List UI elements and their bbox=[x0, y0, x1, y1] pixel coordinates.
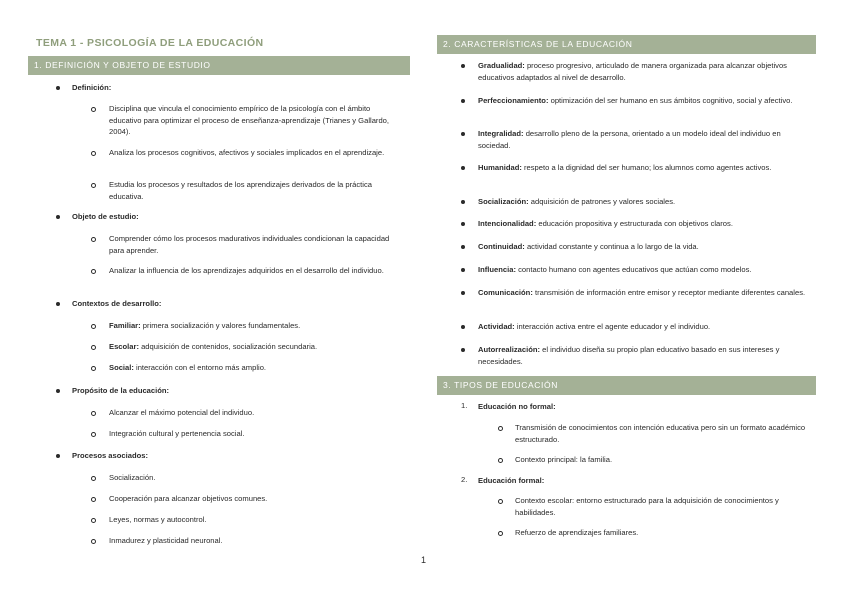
bullet-icon bbox=[461, 222, 465, 226]
caracteristica-item: Continuidad: actividad constante y continua a lo largo de la vida. bbox=[478, 242, 699, 251]
ring-bullet-icon bbox=[498, 458, 503, 463]
ring-bullet-icon bbox=[91, 151, 96, 156]
caracteristica-item: Intencionalidad: educación propositiva y estructurada con objetivos claros. bbox=[478, 219, 733, 228]
ring-bullet-icon bbox=[91, 518, 96, 523]
bullet-icon bbox=[56, 389, 60, 393]
definicion-item: Estudia los procesos y resultados de los aprendizajes derivados de la práctica educativa. bbox=[109, 180, 372, 201]
list-number: 1. bbox=[461, 401, 468, 410]
ring-bullet-icon bbox=[91, 345, 96, 350]
bullet-icon bbox=[56, 302, 60, 306]
objeto-label: Objeto de estudio: bbox=[72, 212, 139, 221]
caracteristica-item: Influencia: contacto humano con agentes educativos que actúan como modelos. bbox=[478, 265, 752, 274]
proposito-item: Integración cultural y pertenencia social. bbox=[109, 429, 245, 438]
ring-bullet-icon bbox=[91, 324, 96, 329]
tipo-item: Refuerzo de aprendizajes familiares. bbox=[515, 528, 639, 537]
caracteristica-item: Gradualidad: proceso progresivo, articulado de manera organizada para alcanzar objetivos educativos adaptados al nivel de desarrollo. bbox=[478, 61, 787, 82]
caracteristica-item: Socialización: adquisición de patrones y valores sociales. bbox=[478, 197, 676, 206]
caracteristica-item: Actividad: interacción activa entre el agente educador y el individuo. bbox=[478, 322, 711, 331]
objeto-item: Comprender cómo los procesos madurativos individuales condicionan la capacidad para aprender. bbox=[109, 234, 390, 255]
proceso-item: Leyes, normas y autocontrol. bbox=[109, 515, 207, 524]
tipo-label: Educación no formal: bbox=[478, 402, 556, 411]
ring-bullet-icon bbox=[91, 476, 96, 481]
contexto-item: Social: interacción con el entorno más amplio. bbox=[109, 363, 267, 372]
ring-bullet-icon bbox=[91, 237, 96, 242]
procesos-label: Procesos asociados: bbox=[72, 451, 148, 460]
ring-bullet-icon bbox=[91, 269, 96, 274]
ring-bullet-icon bbox=[498, 499, 503, 504]
section-header-definicion: 1. DEFINICIÓN Y OBJETO DE ESTUDIO bbox=[28, 56, 410, 75]
caracteristica-item: Integralidad: desarrollo pleno de la persona, orientado a un modelo ideal del individuo en sociedad. bbox=[478, 129, 781, 150]
objeto-item: Analizar la influencia de los aprendizajes adquiridos en el desarrollo del individuo. bbox=[109, 266, 384, 275]
ring-bullet-icon bbox=[91, 411, 96, 416]
bullet-icon bbox=[461, 268, 465, 272]
ring-bullet-icon bbox=[91, 497, 96, 502]
ring-bullet-icon bbox=[91, 366, 96, 371]
tipo-item: Contexto principal: la familia. bbox=[515, 455, 613, 464]
bullet-icon bbox=[461, 291, 465, 295]
bullet-icon bbox=[56, 86, 60, 90]
ring-bullet-icon bbox=[498, 531, 503, 536]
bullet-icon bbox=[461, 200, 465, 204]
tipo-label: Educación formal: bbox=[478, 476, 545, 485]
page-number: 1 bbox=[421, 555, 427, 565]
proceso-item: Cooperación para alcanzar objetivos comunes. bbox=[109, 494, 268, 503]
list-number: 2. bbox=[461, 475, 468, 484]
tipo-item: Contexto escolar: entorno estructurado para la adquisición de conocimientos y habilidades. bbox=[515, 496, 779, 517]
proposito-label: Propósito de la educación: bbox=[72, 386, 170, 395]
bullet-icon bbox=[461, 348, 465, 352]
section-header-caracteristicas: 2. CARACTERÍSTICAS DE LA EDUCACIÓN bbox=[437, 35, 816, 54]
bullet-icon bbox=[56, 215, 60, 219]
bullet-icon bbox=[461, 245, 465, 249]
bullet-icon bbox=[461, 64, 465, 68]
proceso-item: Inmadurez y plasticidad neuronal. bbox=[109, 536, 223, 545]
ring-bullet-icon bbox=[498, 426, 503, 431]
caracteristica-item: Comunicación: transmisión de información entre emisor y receptor mediante diferentes canales. bbox=[478, 288, 806, 297]
proceso-item: Socialización. bbox=[109, 473, 156, 482]
definicion-item: Analiza los procesos cognitivos, afectivos y sociales implicados en el aprendizaje. bbox=[109, 148, 385, 157]
definicion-label: Definición: bbox=[72, 83, 112, 92]
bullet-icon bbox=[461, 132, 465, 136]
contexto-item: Familiar: primera socialización y valores fundamentales. bbox=[109, 321, 301, 330]
ring-bullet-icon bbox=[91, 539, 96, 544]
ring-bullet-icon bbox=[91, 107, 96, 112]
caracteristica-item: Perfeccionamiento: optimización del ser humano en sus ámbitos cognitivo, social y afectivo. bbox=[478, 96, 793, 105]
contexto-item: Escolar: adquisición de contenidos, socialización secundaria. bbox=[109, 342, 318, 351]
tipo-item: Transmisión de conocimientos con intención educativa pero sin un formato académico estructurado. bbox=[515, 423, 806, 444]
ring-bullet-icon bbox=[91, 432, 96, 437]
bullet-icon bbox=[461, 166, 465, 170]
contextos-label: Contextos de desarrollo: bbox=[72, 299, 162, 308]
caracteristica-item: Humanidad: respeto a la dignidad del ser humano; los alumnos como agentes activos. bbox=[478, 163, 772, 172]
ring-bullet-icon bbox=[91, 183, 96, 188]
document-title: TEMA 1 - PSICOLOGÍA DE LA EDUCACIÓN bbox=[36, 37, 264, 49]
bullet-icon bbox=[461, 325, 465, 329]
proposito-item: Alcanzar el máximo potencial del individuo. bbox=[109, 408, 255, 417]
definicion-item: Disciplina que vincula el conocimiento empírico de la psicología con el ámbito educativo para optimizar el proceso de enseñanza-aprendizaje (Trianes y Gallardo, 2004). bbox=[109, 104, 389, 136]
caracteristica-item: Autorrealización: el individuo diseña su propio plan educativo basado en sus intereses y necesidades. bbox=[478, 345, 780, 366]
bullet-icon bbox=[56, 454, 60, 458]
section-header-tipos: 3. TIPOS DE EDUCACIÓN bbox=[437, 376, 816, 395]
bullet-icon bbox=[461, 99, 465, 103]
